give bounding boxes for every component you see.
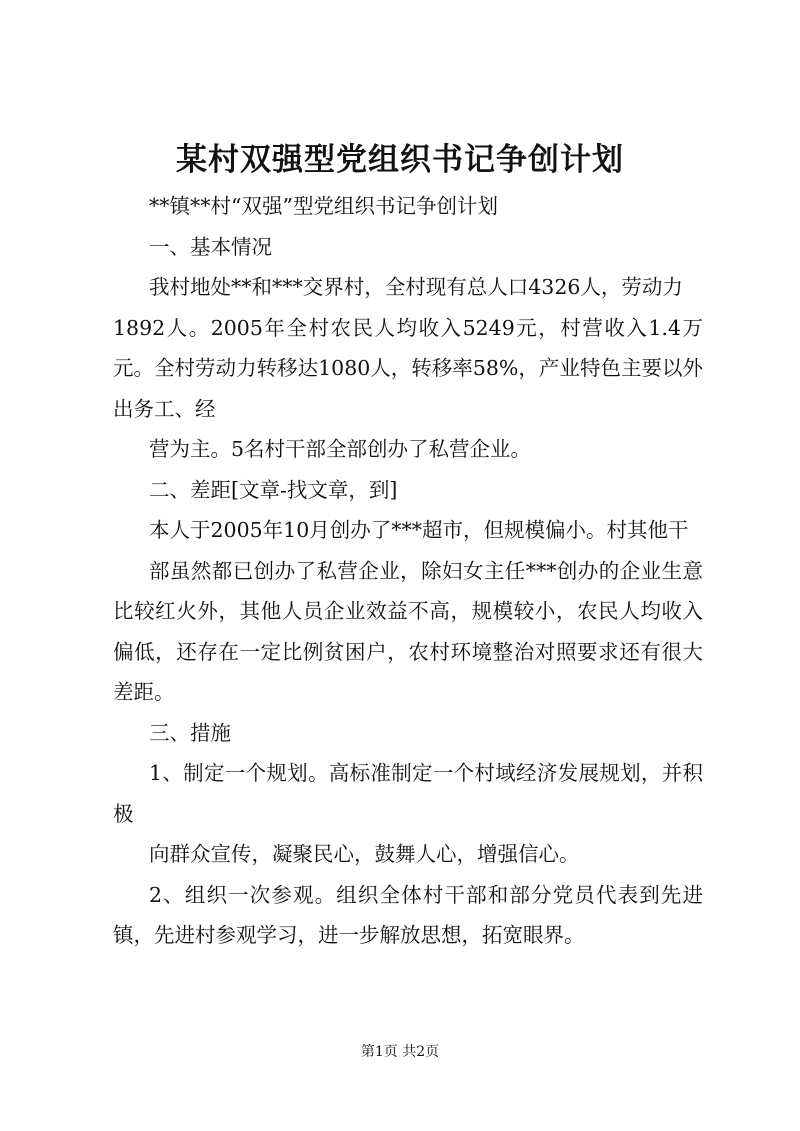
paragraph-measure-plan: 1、制定一个规划。高标准制定一个村域经济发展规划，并积极	[113, 761, 703, 826]
section-heading-gap: 二、差距[文章-找文章，到]	[149, 477, 398, 502]
paragraph-population: 我村地处**和***交界村，全村现有总人口4326人，劳动力	[149, 275, 683, 299]
paragraph-supermarket: 本人于2005年10月创办了***超市，但规模偏小。村其他干	[149, 518, 689, 542]
paragraph-measure-plan-continued: 向群众宣传，凝聚民心，鼓舞人心，增强信心。	[149, 842, 580, 866]
section-heading-basic-situation: 一、基本情况	[149, 234, 272, 259]
paragraph-subtitle: **镇**村“双强”型党组织书记争创计划	[149, 194, 498, 218]
section-heading-measures: 三、措施	[149, 720, 231, 745]
document-title: 某村双强型党组织书记争创计划	[176, 142, 624, 178]
document-body	[113, 186, 703, 956]
paragraph-income: 1892人。2005年全村农民人均收入5249元，村营收入1.4万元。全村劳动力转移达1080人，转移率58%，产业特色主要以外出务工、经	[113, 315, 703, 421]
paragraph-measure-visit: 2、组织一次参观。组织全体村干部和部分党员代表到先进镇，先进村参观学习，进一步解放思想，拓宽眼界。	[113, 882, 703, 947]
page-footer: 第1页 共2页	[360, 1044, 440, 1060]
paragraph-gap-details: 部虽然都已创办了私营企业，除妇女主任***创办的企业生意比较红火外，其他人员企业效益不高，规模较小，农民人均收入偏低，还存在一定比例贫困户，农村环境整治对照要求还有很大差距。	[113, 558, 703, 704]
paragraph-private-enterprise: 营为主。5名村干部全部创办了私营企业。	[149, 437, 532, 461]
